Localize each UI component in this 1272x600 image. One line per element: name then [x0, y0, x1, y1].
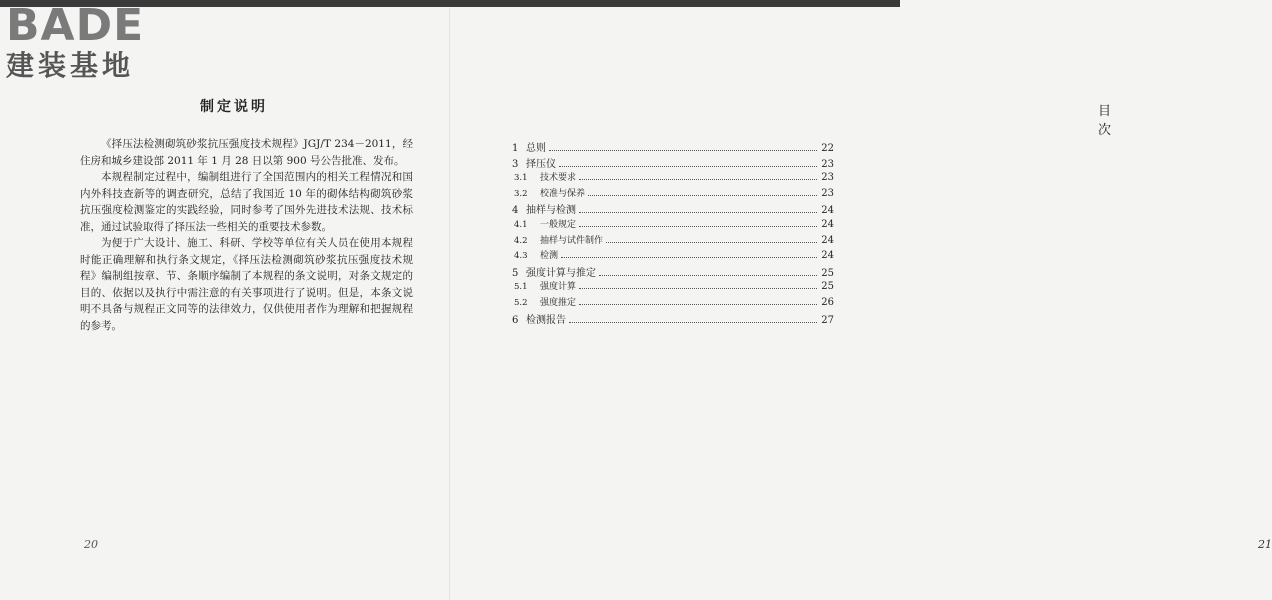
toc-entry-label: 强度计算 — [540, 282, 577, 293]
page-number: 20 — [84, 538, 98, 551]
toc-entry — [512, 139, 834, 155]
page-number: 21 — [1258, 538, 1272, 551]
toc-entry-label: 总则 — [526, 143, 546, 154]
toc-entry-page: 24 — [821, 218, 834, 230]
toc-entry-number: 5.1 — [514, 282, 528, 293]
table-of-contents — [512, 139, 834, 326]
toc-leader-dots — [579, 280, 817, 289]
toc-entry-label: 检测 — [540, 251, 559, 262]
toc-entry — [512, 233, 834, 249]
toc-leader-dots — [579, 218, 817, 227]
toc-entry-number: 5.2 — [514, 297, 528, 308]
paragraph: 本规程制定过程中，编制组进行了全国范围内的相关工程情况和国内外科技查新等的调查研究，总结了我国近 10 年的砌体结构砌筑砂浆抗压强度检测鉴定的实践经验，同时参考了国外先进技术法规、技术标准，通过试验取得了择压法一些相关的重要技术参数。 — [80, 171, 413, 233]
toc-entry-page: 24 — [821, 205, 834, 217]
logo-subtitle: 建装基地 — [6, 49, 135, 82]
logo-brand: BADE — [6, 0, 145, 51]
toc-entry-page: 24 — [821, 250, 834, 262]
toc-entry-number: 3.1 — [514, 173, 528, 184]
toc-entry — [512, 248, 834, 264]
paragraph: 《择压法检测砌筑砂浆抗压强度技术规程》JGJ/T 234－2011，经住房和城乡建设部 2011 年 1 月 28 日以第 900 号公告批准、发布。 — [80, 138, 413, 167]
toc-leader-dots — [561, 249, 817, 258]
toc-entry-label: 强度计算与推定 — [526, 267, 596, 279]
paragraph: 为便于广大设计、施工、科研、学校等单位有关人员在使用本规程时能正确理解和执行条文规定，《择压法检测砌筑砂浆抗压强度技术规程》编制组按章、节、条顺序编制了本规程的条文说明，对条文规定的目的、依据以及执行中需注意的有关事项进行了说明。但是，本条文说明不具备与规程正文同等的法律效力，仅供使用者作为理解和把握规程的参考。 — [80, 237, 413, 332]
toc-entry-label: 抽样与检测 — [526, 205, 576, 217]
toc-leader-dots — [559, 158, 817, 167]
toc-leader-dots — [588, 187, 817, 196]
toc-entry-number: 1 — [512, 143, 519, 154]
toc-entry-number: 3 — [512, 158, 519, 170]
toc-entry-number: 4.2 — [514, 235, 528, 246]
toc-entry-label: 强度推定 — [540, 297, 577, 308]
toc-entry-page: 24 — [821, 234, 834, 246]
toc-leader-dots — [549, 142, 817, 151]
toc-leader-dots — [599, 267, 817, 276]
toc-leader-dots — [579, 296, 817, 305]
toc-entry-number: 3.2 — [514, 188, 528, 199]
toc-leader-dots — [579, 204, 817, 213]
toc-entry-number: 6 — [512, 314, 519, 326]
toc-entry-page: 26 — [821, 296, 834, 308]
toc-entry-number: 4 — [512, 205, 519, 217]
toc-entry — [512, 217, 834, 233]
toc-entry — [512, 201, 834, 217]
toc-leader-dots — [606, 234, 817, 243]
toc-entry — [512, 186, 834, 202]
toc-entry-page: 25 — [821, 267, 834, 279]
toc-entry-label: 抽样与试件制作 — [540, 235, 604, 246]
toc-entry-page: 22 — [821, 143, 834, 154]
toc-entry — [512, 295, 834, 311]
toc-title: 目次 — [1098, 104, 1148, 138]
toc-entry-page: 23 — [821, 158, 834, 170]
page-title: 制定说明 — [200, 99, 268, 115]
toc-entry-label: 择压仪 — [526, 158, 556, 170]
toc-entry-label: 技术要求 — [540, 173, 577, 184]
toc-entry-label: 一般规定 — [540, 219, 577, 230]
toc-entry-number: 5 — [512, 267, 519, 279]
toc-entry-label: 校准与保养 — [540, 188, 586, 199]
toc-entry — [512, 311, 834, 327]
left-page — [0, 0, 450, 600]
explanation-text — [80, 136, 413, 334]
toc-entry-page: 25 — [821, 281, 834, 293]
toc-entry-number: 4.1 — [514, 219, 528, 230]
toc-entry-number: 4.3 — [514, 251, 528, 262]
toc-entry-page: 23 — [821, 187, 834, 199]
toc-entry-page: 27 — [821, 314, 834, 326]
toc-entry — [512, 170, 834, 186]
toc-entry — [512, 155, 834, 171]
toc-entry — [512, 279, 834, 295]
toc-leader-dots — [569, 314, 817, 323]
toc-entry-label: 检测报告 — [526, 314, 566, 326]
toc-entry — [512, 264, 834, 280]
toc-leader-dots — [579, 171, 817, 180]
toc-entry-page: 23 — [821, 172, 834, 184]
